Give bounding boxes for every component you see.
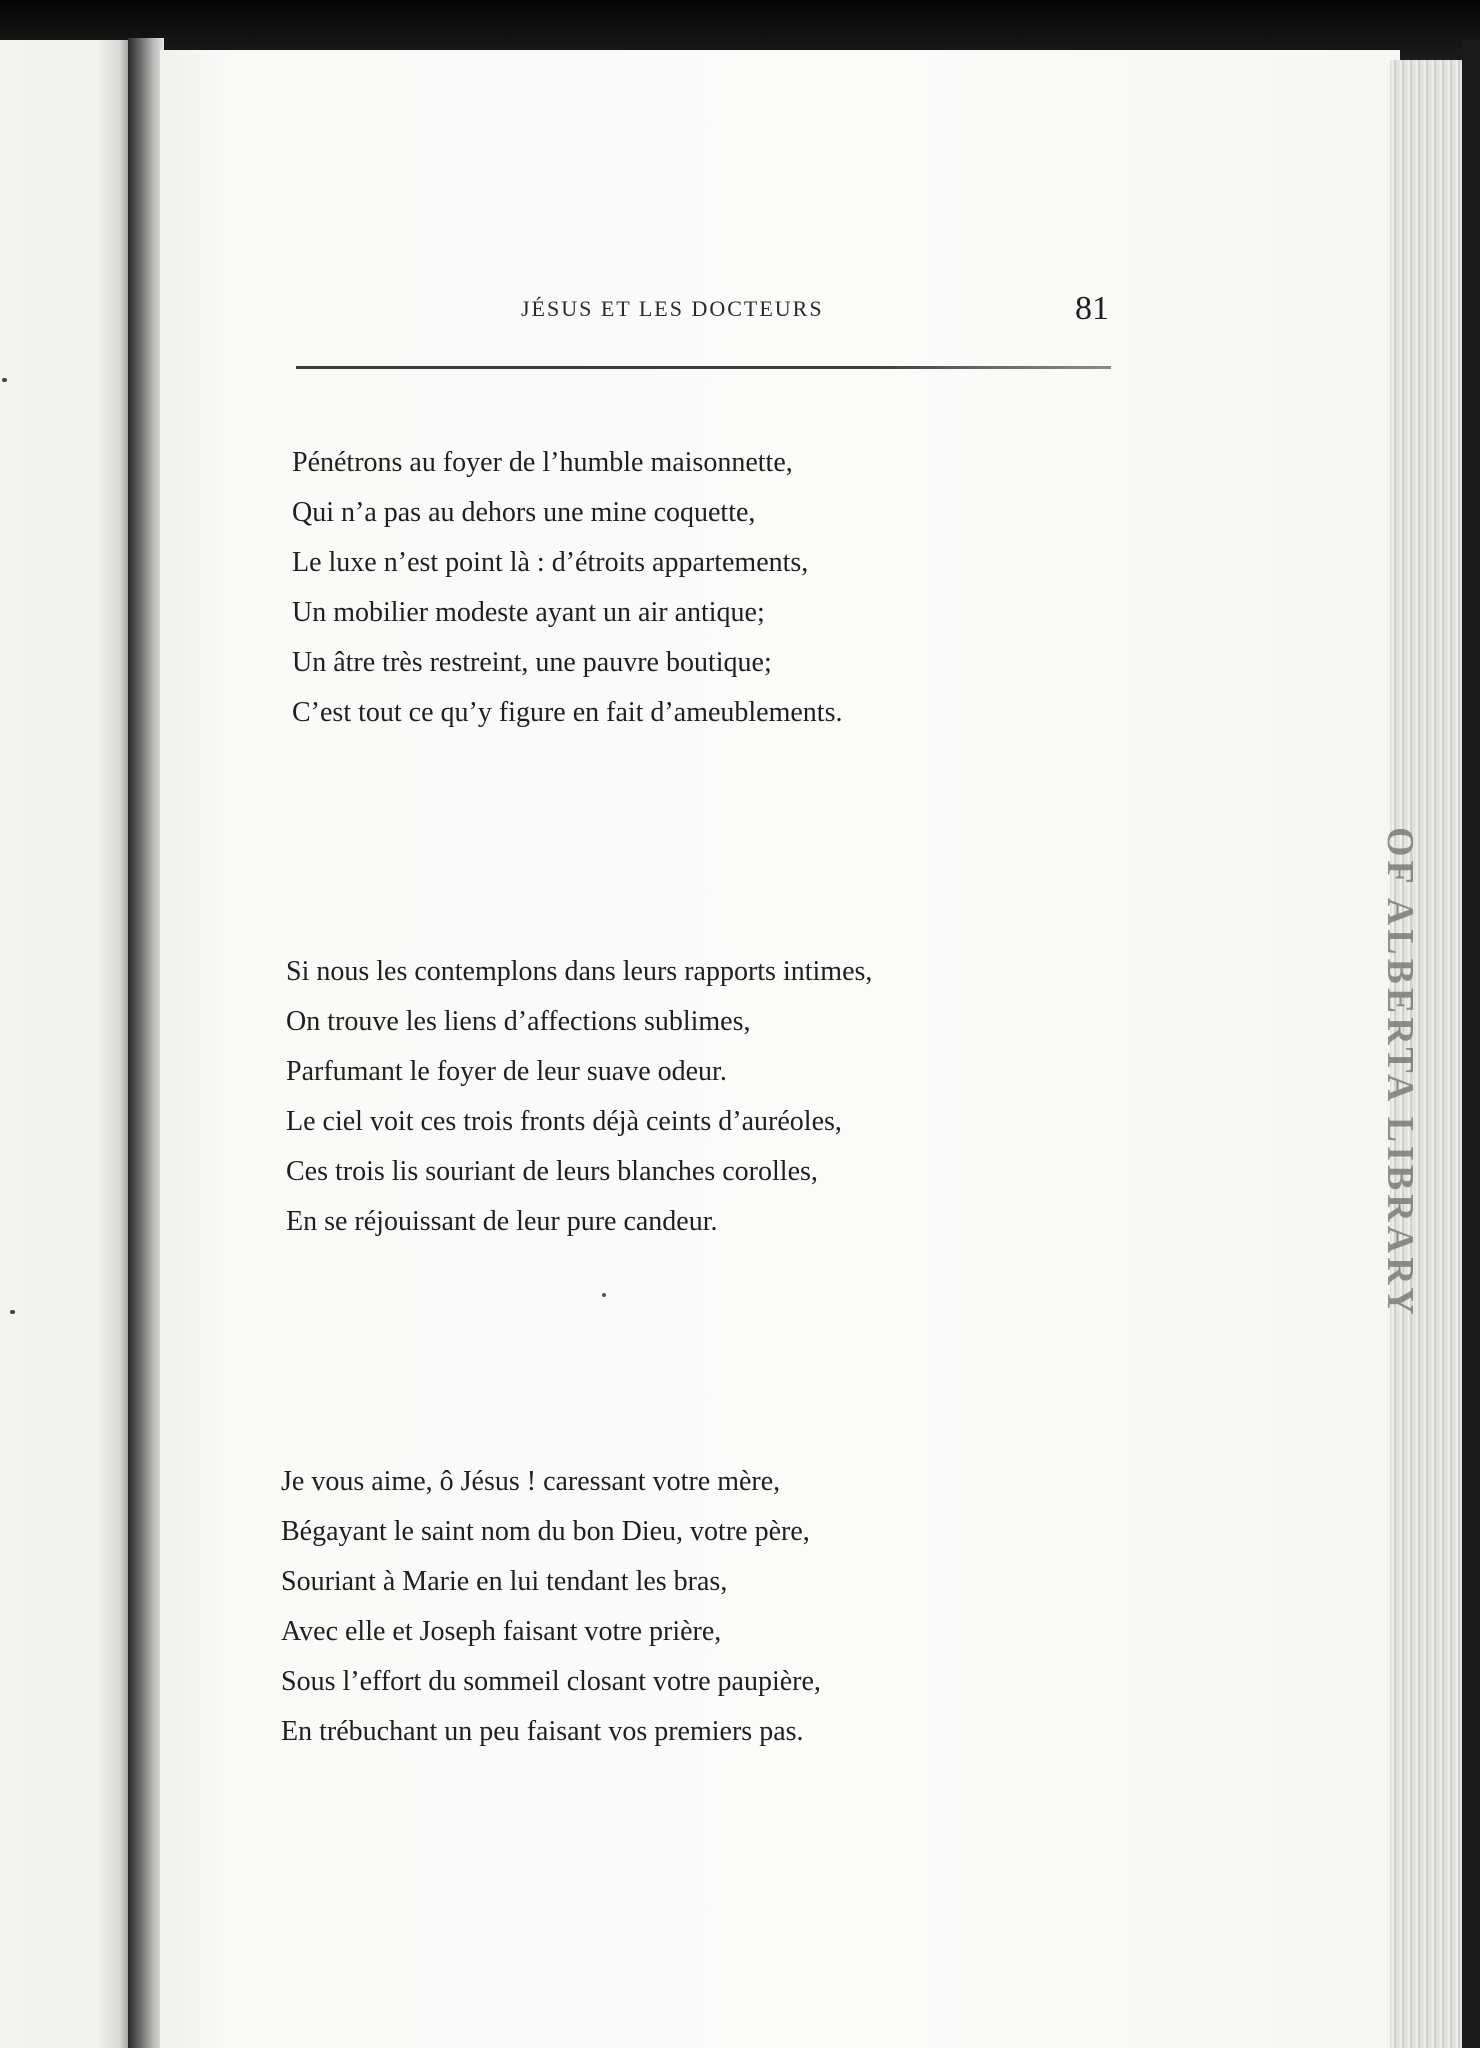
verse-line: C’est tout ce qu’y figure en fait d’ameublements.: [292, 697, 843, 728]
verse-line: Un mobilier modeste ayant un air antique;: [292, 597, 765, 628]
header-rule: [296, 366, 1111, 369]
stanza-1: [292, 438, 842, 738]
verse-line: En trébuchant un peu faisant vos premiers pas.: [281, 1716, 804, 1747]
verse-line: Avec elle et Joseph faisant votre prière,: [281, 1616, 722, 1647]
page-number: 81: [1075, 290, 1109, 327]
page-speck: [10, 1310, 15, 1314]
stanza-3: [281, 1457, 821, 1757]
verse-line: Le ciel voit ces trois fronts déjà ceints d’auréoles,: [286, 1106, 842, 1137]
verse-line: En se réjouissant de leur pure candeur.: [286, 1206, 718, 1237]
verse-line: Ces trois lis souriant de leurs blanches corolles,: [286, 1156, 818, 1187]
verse-line: Un âtre très restreint, une pauvre boutique;: [292, 647, 772, 678]
verse-line: Souriant à Marie en lui tendant les bras,: [281, 1566, 728, 1597]
page-speck: [2, 378, 7, 382]
verse-line: On trouve les liens d’affections sublimes,: [286, 1006, 751, 1037]
verse-line: Bégayant le saint nom du bon Dieu, votre père,: [281, 1516, 810, 1547]
library-stamp: OF ALBERTA LIBRARY: [1379, 827, 1421, 1319]
page-speck: [602, 1293, 606, 1297]
verse-line: Qui n’a pas au dehors une mine coquette,: [292, 497, 756, 528]
verse-line: Je vous aime, ô Jésus ! caressant votre mère,: [281, 1466, 781, 1497]
running-head: [296, 290, 1111, 340]
verse-line: Le luxe n’est point là : d’étroits appartements,: [292, 547, 809, 578]
book-gutter: [128, 38, 164, 2048]
verse-line: Parfumant le foyer de leur suave odeur.: [286, 1056, 727, 1087]
facing-page-edge: [0, 40, 130, 2048]
verse-line: Sous l’effort du sommeil closant votre paupière,: [281, 1666, 821, 1697]
verse-line: Pénétrons au foyer de l’humble maisonnette,: [292, 447, 793, 478]
scan-background-right: [1462, 40, 1480, 2048]
verse-line: Si nous les contemplons dans leurs rapports intimes,: [286, 956, 873, 987]
stanza-2: [286, 947, 872, 1247]
running-title: JÉSUS ET LES DOCTEURS: [521, 296, 824, 321]
